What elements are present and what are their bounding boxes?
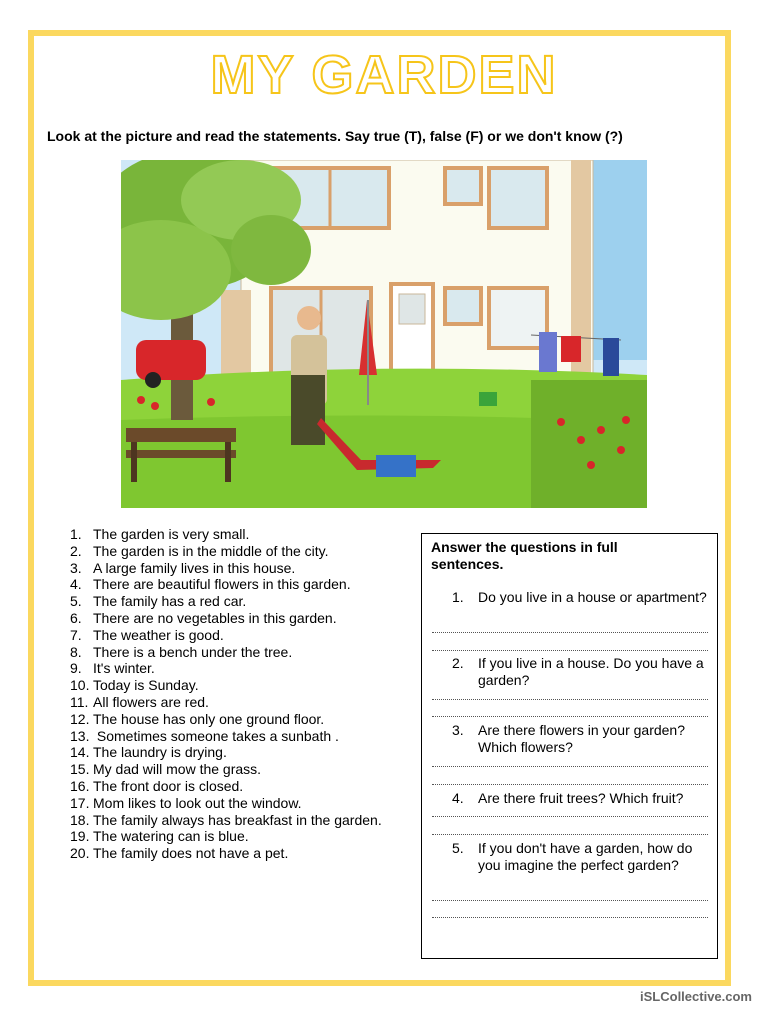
question-number: 1. xyxy=(452,589,464,605)
question-text: If you don't have a garden, how do you imagine the perfect garden? xyxy=(478,840,693,873)
statement-text: The weather is good. xyxy=(93,626,224,643)
statement-item xyxy=(70,593,382,610)
statement-text: The garden is very small. xyxy=(93,526,250,542)
statement-text: The family does not have a pet. xyxy=(93,845,289,862)
statement-item xyxy=(70,744,382,761)
question-number: 2. xyxy=(452,655,464,671)
statement-text: The family always has breakfast in the garden. xyxy=(93,811,382,828)
statement-number: 3. xyxy=(70,559,82,576)
statement-text: The laundry is drying. xyxy=(93,744,227,761)
statement-number: 15. xyxy=(70,761,90,778)
statement-text: My dad will mow the grass. xyxy=(93,761,262,778)
statement-number: 5. xyxy=(70,593,82,610)
statement-number: 13. xyxy=(70,727,90,744)
question-item xyxy=(452,722,714,756)
answer-line[interactable] xyxy=(432,917,708,919)
page-title: MY GARDEN xyxy=(210,45,558,105)
statement-text: There are beautiful flowers in this garden. xyxy=(93,576,351,593)
question-item xyxy=(452,655,714,689)
statement-text: The front door is closed. xyxy=(93,777,244,794)
statement-item xyxy=(70,560,382,577)
statement-number: 2. xyxy=(70,542,82,559)
question-item xyxy=(452,790,714,807)
answer-line[interactable] xyxy=(432,632,708,634)
statement-item xyxy=(70,795,382,812)
statement-number: 19. xyxy=(70,828,90,845)
statement-item xyxy=(70,845,382,862)
question-number: 5. xyxy=(452,840,464,856)
statement-item xyxy=(70,576,382,593)
answer-line[interactable] xyxy=(432,716,708,718)
statement-number: 10. xyxy=(70,677,90,694)
question-text: Are there flowers in your garden? Which flowers? xyxy=(478,722,685,755)
statement-text: Today is Sunday. xyxy=(93,677,199,694)
statement-text: All flowers are red. xyxy=(93,693,209,710)
statement-item xyxy=(70,728,382,745)
statement-number: 9. xyxy=(70,660,82,677)
statement-item xyxy=(70,694,382,711)
statement-number: 8. xyxy=(70,643,82,660)
statement-text: Mom likes to look out the window. xyxy=(93,794,302,811)
statement-text: There are no vegetables in this garden. xyxy=(93,609,337,626)
statement-item xyxy=(70,526,382,543)
statement-item xyxy=(70,644,382,661)
statement-number: 7. xyxy=(70,626,82,643)
questions-heading: Answer the questions in full sentences. xyxy=(431,539,618,572)
statement-number: 4. xyxy=(70,576,82,593)
statement-item xyxy=(70,677,382,694)
answer-line[interactable] xyxy=(432,766,708,768)
statement-item xyxy=(70,778,382,795)
question-text: Do you live in a house or apartment? xyxy=(478,589,707,605)
statement-text: There is a bench under the tree. xyxy=(93,643,293,660)
statement-text: The watering can is blue. xyxy=(93,828,249,845)
statement-item xyxy=(70,812,382,829)
garden-illustration xyxy=(121,160,647,508)
answer-line[interactable] xyxy=(432,834,708,836)
statement-item xyxy=(70,543,382,560)
statement-number: 11. xyxy=(70,693,89,710)
statement-item xyxy=(70,627,382,644)
statement-item xyxy=(70,761,382,778)
answer-line[interactable] xyxy=(432,816,708,818)
question-item xyxy=(452,840,714,874)
statement-number: 1. xyxy=(70,526,82,542)
questions-box xyxy=(421,533,718,959)
statement-number: 17. xyxy=(70,794,90,811)
statements-list xyxy=(70,526,382,862)
statement-text: It's winter. xyxy=(93,660,155,677)
question-number: 3. xyxy=(452,722,464,738)
statement-number: 20. xyxy=(70,845,90,862)
statement-item xyxy=(70,711,382,728)
question-text: Are there fruit trees? Which fruit? xyxy=(478,790,684,806)
statement-number: 18. xyxy=(70,811,90,828)
statement-item xyxy=(70,610,382,627)
statement-number: 6. xyxy=(70,609,82,626)
answer-line[interactable] xyxy=(432,900,708,902)
statement-text: The house has only one ground floor. xyxy=(93,710,325,727)
statement-text: The family has a red car. xyxy=(93,593,247,610)
statement-number: 16. xyxy=(70,777,90,794)
question-item xyxy=(452,589,714,606)
statement-item xyxy=(70,660,382,677)
statement-number: 14. xyxy=(70,744,90,761)
question-text: If you live in a house. Do you have a garden? xyxy=(478,655,704,688)
answer-line[interactable] xyxy=(432,650,708,652)
statement-text: Sometimes someone takes a sunbath . xyxy=(93,727,339,744)
statement-number: 12. xyxy=(70,710,90,727)
answer-line[interactable] xyxy=(432,784,708,786)
statement-text: A large family lives in this house. xyxy=(93,559,296,576)
instruction-text: Look at the picture and read the statements. Say true (T), false (F) or we don't know (?) xyxy=(47,128,623,144)
statement-text: The garden is in the middle of the city. xyxy=(93,542,329,559)
question-number: 4. xyxy=(452,790,464,806)
footer-watermark: iSLCollective.com xyxy=(640,989,752,1004)
statement-item xyxy=(70,828,382,845)
answer-line[interactable] xyxy=(432,699,708,701)
